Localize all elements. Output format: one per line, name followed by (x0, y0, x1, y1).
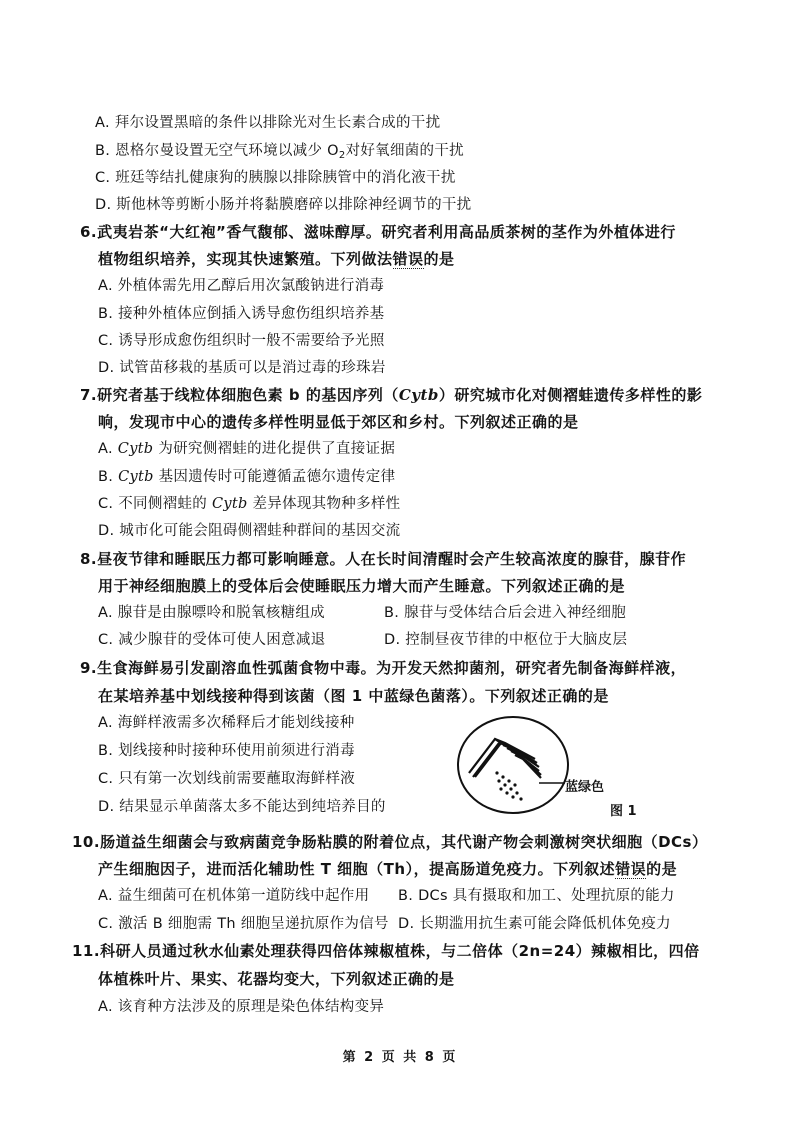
q9-stem-line2: 在某培养基中划线接种得到该菌（图 1 中蓝绿色菌落）。下列叙述正确的是 (98, 687, 609, 705)
q7-option-b (98, 467, 395, 487)
q6-option-c: C. 诱导形成愈伤组织时一般不需要给予光照 (98, 333, 385, 349)
q6-option-b: B. 接种外植体应倒插入诱导愈伤组织培养基 (98, 306, 385, 322)
q7-stem-line2: 响，发现市中心的遗传多样性明显低于郊区和乡村。下列叙述正确的是 (98, 413, 579, 431)
q10-stem-line1: 10.肠道益生细菌会与致病菌竞争肠粘膜的附着位点，其代谢产物会刺激树突状细胞（DCs） (72, 833, 708, 851)
q10-stem-end: 的是 (646, 860, 678, 878)
q11-stem-line2: 体植株叶片、果实、花器均变大，下列叙述正确的是 (98, 970, 455, 988)
q10-option-c: C. 激活 B 细胞需 Th 细胞呈递抗原作为信号 (98, 916, 389, 932)
q6-option-d: D. 试管苗移栽的基质可以是消过毒的珍珠岩 (98, 360, 386, 376)
q7-option-b-gene: Cytb (118, 469, 154, 485)
q5-option-c: C. 班廷等结扎健康狗的胰腺以排除胰管中的消化液干扰 (95, 170, 456, 186)
q8-option-c: C. 减少腺苷的受体可使人困意减退 (98, 632, 326, 648)
q11-option-a: A. 该育种方法涉及的原理是染色体结构变异 (98, 999, 385, 1015)
streak-lines (469, 739, 541, 778)
q8-stem-line1: 8.昼夜节律和睡眠压力都可影响睡意。人在长时间清醒时会产生较高浓度的腺苷，腺苷作 (80, 550, 687, 568)
figure-annotation: 蓝绿色 (565, 780, 605, 795)
q9-option-b: B. 划线接种时接种环使用前须进行消毒 (98, 743, 355, 759)
q10-option-d: D. 长期滥用抗生素可能会降低机体免疫力 (398, 916, 671, 932)
q6-stem-line2 (98, 249, 455, 269)
q7-option-a (98, 439, 395, 459)
q7-option-d: D. 城市化可能会阻碍侧褶蛙种群间的基因交流 (98, 523, 401, 539)
q10-emphasis: 错误 (615, 860, 647, 878)
q6-stem-text: 植物组织培养，实现其快速繁殖。下列做法 (98, 250, 393, 268)
q8-option-a: A. 腺苷是由腺嘌呤和脱氧核糖组成 (98, 605, 325, 621)
q7-stem-line1 (80, 385, 702, 405)
single-colonies (495, 771, 522, 800)
q7-option-b-text: 基因遗传时可能遵循孟德尔遗传定律 (153, 469, 396, 485)
q7-option-c (98, 494, 400, 514)
q6-option-a: A. 外植体需先用乙醇后用次氯酸钠进行消毒 (98, 278, 385, 294)
q10-option-a: A. 益生细菌可在机体第一道防线中起作用 (98, 888, 370, 904)
q9-option-d: D. 结果显示单菌落太多不能达到纯培养目的 (98, 799, 386, 815)
q7-option-c-text: 差异体现其物种多样性 (247, 496, 401, 512)
q5-option-d: D. 斯他林等剪断小肠并将黏膜磨碎以排除神经调节的干扰 (95, 197, 472, 213)
q9-option-a: A. 海鲜样液需多次稀释后才能划线接种 (98, 715, 355, 731)
q7-option-a-prefix: A. (98, 441, 118, 457)
q7-option-c-gene: Cytb (211, 496, 248, 512)
q7-option-a-gene: Cytb (117, 441, 154, 457)
q7-gene-name: Cytb (398, 386, 439, 404)
q10-stem-text: 产生细胞因子，进而活化辅助性 T 细胞（Th），提高肠道免疫力。下列叙述 (98, 860, 616, 878)
q10-option-b: B. DCs 具有摄取和加工、处理抗原的能力 (398, 888, 675, 904)
figure-caption: 图 1 (610, 804, 637, 819)
q7-stem-text: 7.研究者基于线粒体细胞色素 b 的基因序列（ (80, 386, 399, 404)
q7-stem-text-end: ）研究城市化对侧褶蛙遗传多样性的影 (438, 386, 703, 404)
q9-stem-line1: 9.生食海鲜易引发副溶血性弧菌食物中毒。为开发天然抑菌剂，研究者先制备海鲜样液， (80, 659, 687, 677)
q6-stem-end: 的是 (423, 250, 455, 268)
q5-option-a: A. 拜尔设置黑暗的条件以排除光对生长素合成的干扰 (95, 115, 441, 131)
q10-stem-line2 (98, 859, 677, 879)
q5-option-b-text: B. 恩格尔曼设置无空气环境以减少 O (95, 143, 339, 159)
q5-option-b (95, 141, 464, 166)
q5-option-b-subscript: 2 (338, 150, 346, 161)
q7-option-c-prefix: C. 不同侧褶蛙的 (98, 496, 212, 512)
q9-option-c: C. 只有第一次划线前需要蘸取海鲜样液 (98, 771, 356, 787)
q6-stem-line1: 6.武夷岩茶“大红袍”香气馥郁、滋味醇厚。研究者利用高品质茶树的茎作为外植体进行 (80, 223, 676, 241)
q7-option-b-prefix: B. (98, 469, 119, 485)
q5-option-b-text-end: 对好氧细菌的干扰 (345, 143, 464, 159)
q8-option-d: D. 控制昼夜节律的中枢位于大脑皮层 (384, 632, 628, 648)
q8-option-b: B. 腺苷与受体结合后会进入神经细胞 (384, 605, 627, 621)
page-footer: 第 2 页 共 8 页 (342, 1050, 458, 1065)
q6-emphasis: 错误 (392, 250, 424, 268)
q7-option-a-text: 为研究侧褶蛙的进化提供了直接证据 (153, 441, 396, 457)
q8-stem-line2: 用于神经细胞膜上的受体后会使睡眠压力增大而产生睡意。下列叙述正确的是 (98, 577, 626, 595)
q11-stem-line1: 11.科研人员通过秋水仙素处理获得四倍体辣椒植株，与二倍体（2n=24）辣椒相比，四倍 (72, 942, 700, 960)
